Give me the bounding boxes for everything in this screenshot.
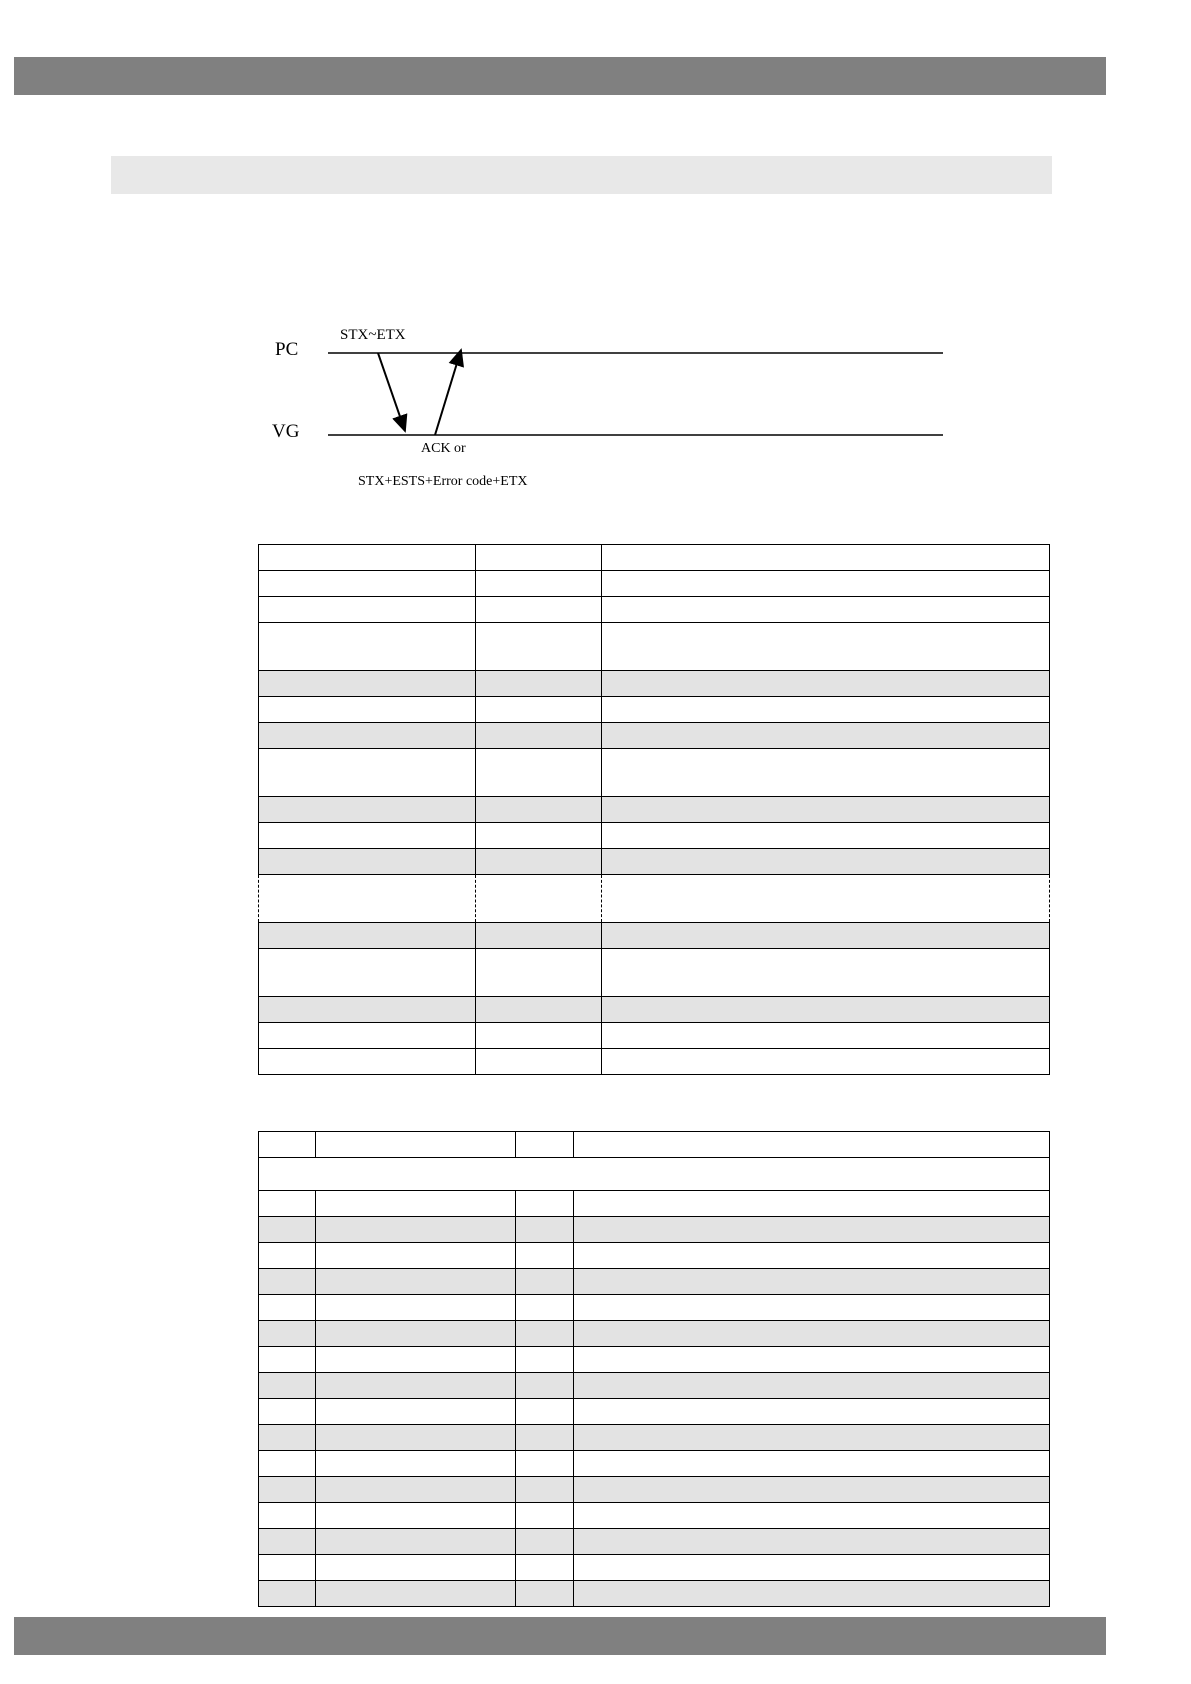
error-reply-label: STX+ESTS+Error code+ETX [358, 474, 528, 489]
table-cell [602, 849, 1050, 875]
table-cell [259, 997, 476, 1023]
table-cell [259, 923, 476, 949]
table-row [259, 1529, 1050, 1555]
send-arrow [378, 353, 405, 431]
table-cell [574, 1425, 1050, 1451]
table-cell [316, 1425, 516, 1451]
table-header-cell [316, 1132, 516, 1158]
table-cell [316, 1373, 516, 1399]
table-cell [316, 1581, 516, 1607]
table-row [259, 671, 1050, 697]
table-cell [602, 597, 1050, 623]
table-cell [259, 1321, 316, 1347]
table-row [259, 1049, 1050, 1075]
table-cell [476, 949, 602, 997]
table-cell [476, 597, 602, 623]
table-cell [316, 1321, 516, 1347]
table-cell [602, 1023, 1050, 1049]
table-cell [574, 1581, 1050, 1607]
table-cell [516, 1321, 574, 1347]
table-cell [574, 1503, 1050, 1529]
table-cell [316, 1477, 516, 1503]
table-row [259, 875, 1050, 923]
table-cell [259, 623, 476, 671]
table-cell [316, 1243, 516, 1269]
table-cell [602, 797, 1050, 823]
table-cell [574, 1295, 1050, 1321]
table-cell [476, 571, 602, 597]
table-cell [259, 597, 476, 623]
table-cell [476, 623, 602, 671]
table-cell [574, 1217, 1050, 1243]
table-cell [516, 1477, 574, 1503]
header-bar [14, 57, 1106, 95]
table-cell [516, 1347, 574, 1373]
table-cell [259, 1191, 316, 1217]
table-cell [516, 1217, 574, 1243]
table-cell [516, 1191, 574, 1217]
table-cell [476, 749, 602, 797]
table-cell [259, 875, 476, 923]
table-row [259, 545, 1050, 571]
table-row [259, 1217, 1050, 1243]
table-cell [259, 1049, 476, 1075]
table-cell [259, 823, 476, 849]
table-header-cell [574, 1132, 1050, 1158]
table-cell [574, 1373, 1050, 1399]
table-cell [259, 697, 476, 723]
table-cell [259, 1477, 316, 1503]
table-cell [476, 723, 602, 749]
table-row [259, 1023, 1050, 1049]
protocol-table [258, 544, 1050, 1075]
table-row [259, 1451, 1050, 1477]
table-cell [316, 1295, 516, 1321]
table-cell [516, 1399, 574, 1425]
table-cell [259, 1269, 316, 1295]
table-row [259, 1581, 1050, 1607]
table-cell [316, 1503, 516, 1529]
table-row [259, 1295, 1050, 1321]
table-row [259, 1477, 1050, 1503]
ack-label: ACK or [421, 441, 466, 456]
table-row [259, 997, 1050, 1023]
table-row [259, 623, 1050, 671]
table-group-row [259, 1158, 1050, 1191]
table-cell [516, 1295, 574, 1321]
table-cell [476, 823, 602, 849]
table-cell [602, 1049, 1050, 1075]
table-cell [602, 749, 1050, 797]
table-cell [516, 1373, 574, 1399]
table-cell [476, 1023, 602, 1049]
table-row [259, 923, 1050, 949]
table-row [259, 823, 1050, 849]
table-cell [476, 997, 602, 1023]
table-cell [516, 1243, 574, 1269]
table-cell [476, 545, 602, 571]
table-cell [259, 749, 476, 797]
table-cell [259, 1295, 316, 1321]
table-cell [574, 1477, 1050, 1503]
table-cell [602, 875, 1050, 923]
table-cell [574, 1529, 1050, 1555]
table-row [259, 1243, 1050, 1269]
table-cell [316, 1191, 516, 1217]
table-cell [574, 1321, 1050, 1347]
table-row [259, 571, 1050, 597]
table-cell [574, 1347, 1050, 1373]
table-cell [516, 1581, 574, 1607]
table-row [259, 1347, 1050, 1373]
table-cell [476, 1049, 602, 1075]
error-code-table [258, 1131, 1050, 1607]
send-label: STX~ETX [340, 327, 406, 343]
table-cell [574, 1269, 1050, 1295]
table-cell [602, 623, 1050, 671]
table-cell [516, 1451, 574, 1477]
table-cell [259, 1399, 316, 1425]
table-cell [259, 849, 476, 875]
footer-bar [14, 1617, 1106, 1655]
pc-label: PC [275, 339, 299, 360]
table-row [259, 1399, 1050, 1425]
table-row [259, 1269, 1050, 1295]
table-header-cell [516, 1132, 574, 1158]
table-cell [259, 797, 476, 823]
table-header-row [259, 1132, 1050, 1158]
reply-arrow [435, 350, 461, 435]
table-cell [574, 1191, 1050, 1217]
table-cell [602, 723, 1050, 749]
table-group-cell [259, 1158, 1050, 1191]
table-cell [476, 697, 602, 723]
table-cell [259, 1555, 316, 1581]
table-row [259, 1321, 1050, 1347]
table-cell [602, 997, 1050, 1023]
table-cell [316, 1555, 516, 1581]
table-cell [574, 1451, 1050, 1477]
table-row [259, 697, 1050, 723]
table-row [259, 1191, 1050, 1217]
table-row [259, 949, 1050, 997]
table-cell [259, 1503, 316, 1529]
table-cell [316, 1217, 516, 1243]
table-row [259, 1425, 1050, 1451]
table-cell [574, 1243, 1050, 1269]
communication-sequence-diagram [260, 320, 960, 500]
table-cell [516, 1529, 574, 1555]
table-cell [259, 1581, 316, 1607]
table-row [259, 797, 1050, 823]
table-cell [259, 571, 476, 597]
table-cell [516, 1555, 574, 1581]
table-cell [516, 1269, 574, 1295]
table-cell [316, 1451, 516, 1477]
table-cell [259, 1023, 476, 1049]
table-cell [602, 571, 1050, 597]
table-cell [316, 1529, 516, 1555]
table-cell [259, 1243, 316, 1269]
table-cell [259, 1425, 316, 1451]
table-row [259, 849, 1050, 875]
table-cell [602, 923, 1050, 949]
table-cell [602, 823, 1050, 849]
table-row [259, 1555, 1050, 1581]
table-cell [259, 1529, 316, 1555]
table-cell [476, 671, 602, 697]
table-cell [259, 949, 476, 997]
table-cell [316, 1269, 516, 1295]
table-cell [259, 671, 476, 697]
table-cell [316, 1347, 516, 1373]
table-cell [574, 1399, 1050, 1425]
table-row [259, 1503, 1050, 1529]
table-row [259, 723, 1050, 749]
table-cell [476, 923, 602, 949]
table-cell [259, 1373, 316, 1399]
table-cell [602, 545, 1050, 571]
table-cell [259, 1347, 316, 1373]
table-cell [476, 797, 602, 823]
table-cell [476, 849, 602, 875]
table-cell [259, 723, 476, 749]
table-cell [316, 1399, 516, 1425]
table-row [259, 749, 1050, 797]
table-row [259, 597, 1050, 623]
table-cell [516, 1425, 574, 1451]
table-row [259, 1373, 1050, 1399]
table-cell [516, 1503, 574, 1529]
table-cell [476, 875, 602, 923]
vg-label: VG [272, 421, 300, 442]
section-heading-band [111, 156, 1052, 194]
table-cell [602, 671, 1050, 697]
table-cell [602, 697, 1050, 723]
table-cell [602, 949, 1050, 997]
table-cell [574, 1555, 1050, 1581]
table-cell [259, 545, 476, 571]
table-header-cell [259, 1132, 316, 1158]
table-cell [259, 1217, 316, 1243]
table-cell [259, 1451, 316, 1477]
